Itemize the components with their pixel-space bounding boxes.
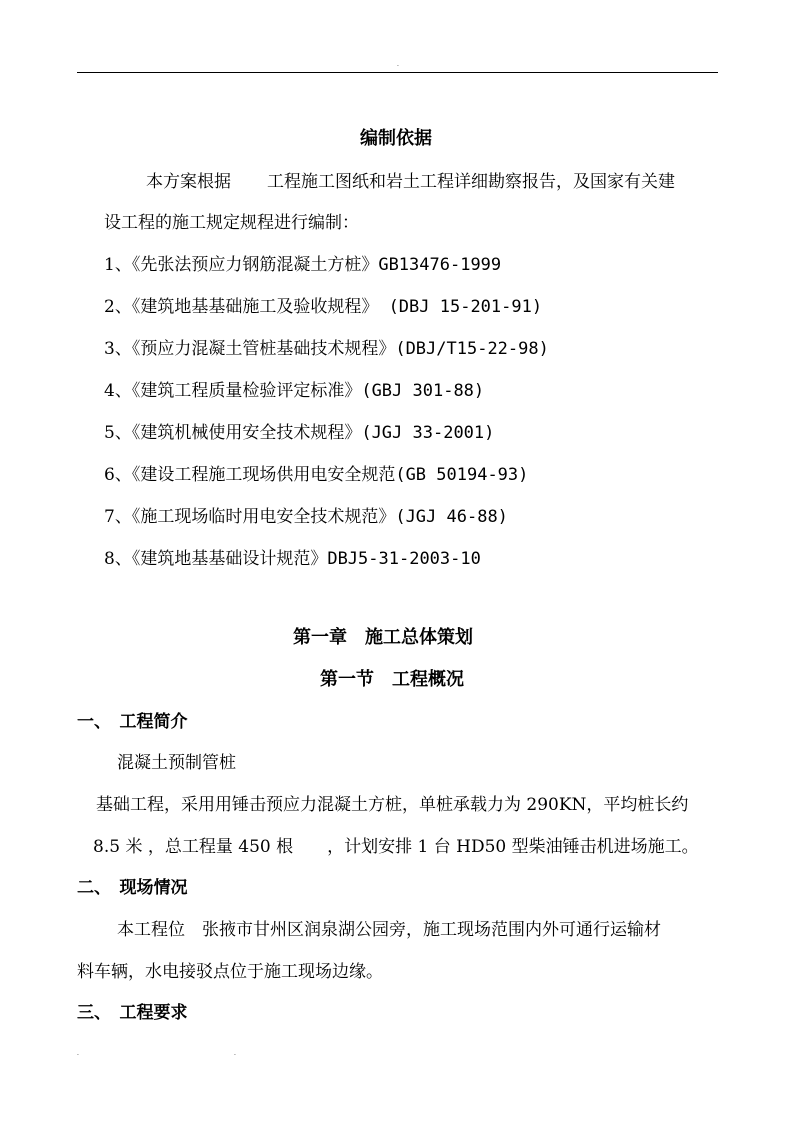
reference-code: (GB 50194-93)	[395, 465, 529, 485]
basis-title: 编制依据	[360, 128, 432, 149]
reference-code: (DBJ/T15-22-98)	[395, 339, 549, 359]
basis-intro-b: 工程施工图纸和岩土工程详细勘察报告，及国家有关建	[267, 172, 675, 192]
reference-code: (JGJ 46-88)	[395, 507, 508, 527]
reference-item	[104, 381, 484, 401]
header-mark: .	[397, 61, 399, 68]
reference-code: (JGJ 33-2001)	[361, 423, 495, 443]
overview-line3-b: ，计划安排 1 台 HD50 型柴油锤击机进场施工。	[327, 837, 699, 857]
reference-code: GB13476-1999	[378, 255, 502, 275]
reference-code: (GBJ 301-88)	[361, 381, 485, 401]
overview-line3-a: 8.5 米 ，总工程量 450 根	[93, 837, 294, 857]
reference-number: 2、	[104, 297, 132, 317]
basis-intro-a: 本方案根据	[146, 172, 231, 192]
reference-number: 3、	[104, 339, 132, 359]
requirements-heading: 三、 工程要求	[77, 1003, 188, 1023]
reference-number: 4、	[104, 381, 132, 401]
reference-item	[104, 297, 542, 317]
basis-intro-line2: 设工程的施工规定规程进行编制：	[104, 213, 359, 233]
reference-item	[104, 507, 508, 527]
site-heading: 二、 现场情况	[77, 878, 188, 898]
reference-item	[104, 549, 481, 569]
reference-title: 《预应力混凝土管桩基础技术规程》	[131, 339, 396, 359]
overview-heading: 一、 工程简介	[77, 712, 188, 732]
reference-title: 《建设工程施工现场供用电安全规范	[131, 465, 396, 485]
reference-number: 5、	[104, 423, 132, 443]
site-line1	[117, 920, 661, 940]
reference-title: 《建筑地基基础设计规范》	[131, 549, 328, 569]
overview-line1: 混凝土预制管桩	[117, 753, 236, 773]
reference-title: 《建筑工程质量检验评定标准》	[131, 381, 362, 401]
chapter-title: 第一章 施工总体策划	[293, 627, 473, 648]
footer-mark-left: .	[77, 1050, 79, 1057]
reference-title: 《建筑地基基础施工及验收规程》	[131, 297, 379, 317]
reference-item	[104, 339, 549, 359]
reference-number: 6、	[104, 465, 132, 485]
reference-code: (DBJ 15-201-91)	[378, 297, 543, 317]
reference-number: 1、	[104, 255, 132, 275]
site-line2: 料车辆，水电接驳点位于施工现场边缘。	[77, 962, 383, 982]
overview-line2: 基础工程，采用用锤击预应力混凝土方桩，单桩承载力为 290KN，平均桩长约	[96, 795, 689, 815]
reference-title: 《建筑机械使用安全技术规程》	[131, 423, 362, 443]
overview-line3	[93, 837, 699, 857]
site-line1-b: 张掖市甘州区润泉湖公园旁，施工现场范围内外可通行运输材	[202, 920, 661, 940]
reference-item	[104, 255, 501, 275]
basis-intro-line1	[146, 172, 675, 192]
footer-mark-right: .	[234, 1050, 236, 1057]
reference-title: 《先张法预应力钢筋混凝土方桩》	[131, 255, 379, 275]
reference-number: 8、	[104, 549, 132, 569]
header-rule	[77, 72, 718, 73]
reference-number: 7、	[104, 507, 132, 527]
reference-title: 《施工现场临时用电安全技术规范》	[131, 507, 396, 527]
reference-item	[104, 423, 494, 443]
reference-item	[104, 465, 528, 485]
section-title: 第一节 工程概况	[320, 669, 464, 690]
reference-code: DBJ5-31-2003-10	[327, 549, 481, 569]
site-line1-a: 本工程位	[117, 920, 185, 940]
